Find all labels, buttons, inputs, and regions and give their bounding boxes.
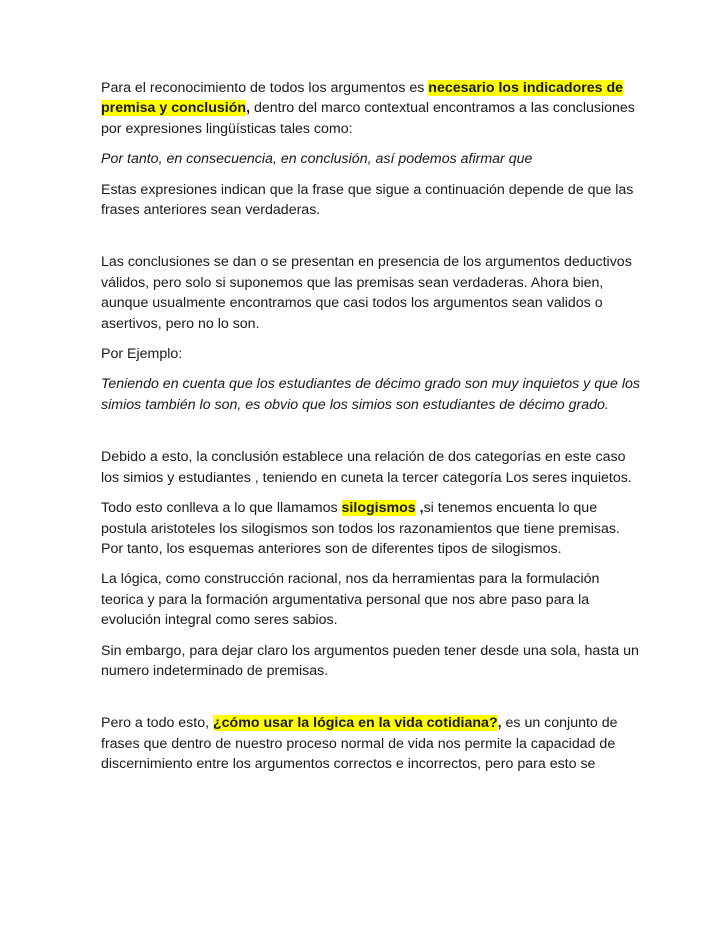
- bold-comma: ,: [415, 500, 424, 517]
- paragraph-example: Teniendo en cuenta que los estudiantes de décimo grado son muy inquietos y que los simios también lo son, es obvio que los simios son estudiantes de décimo grado.: [101, 376, 640, 413]
- bold-comma: ,: [246, 100, 251, 117]
- paragraph-expressions: Por tanto, en consecuencia, en conclusión, así podemos afirmar que: [101, 151, 533, 168]
- highlighted-text: silogismos: [341, 500, 416, 517]
- paragraph-premises: Sin embargo, para dejar claro los argumentos pueden tener desde una sola, hasta un numero indeterminado de premisas.: [101, 642, 639, 679]
- text: si tenemos encuenta lo que postula aristoteles los silogismos son todos los razonamientos que tiene premisas. Por tanto, los esquemas anteriores son de diferentes tipos de silogismos.: [101, 500, 620, 557]
- paragraph-syllogisms: [101, 498, 641, 559]
- text: dentro del marco contextual encontramos a las conclusiones por expresiones lingüísticas tales como:: [101, 100, 635, 137]
- text: Todo esto conlleva a lo que llamamos: [101, 500, 342, 517]
- text: es un conjunto de frases que dentro de nuestro proceso normal de vida nos permite la capacidad de discernimiento entre los argumentos correctos e incorrectos, pero para esto se: [101, 715, 618, 773]
- paragraph-daily-life: [101, 713, 641, 774]
- paragraph-conclusions: Las conclusiones se dan o se presentan en presencia de los argumentos deductivos válidos, pero solo si suponemos que las premisas sean verdaderas. Ahora bien, aunque usualmente encontramos que casi todos los argumentos sean validos o asertivos, pero no lo son.: [101, 254, 632, 332]
- highlighted-text: necesario los indicadores de premisa y conclusión: [101, 80, 624, 117]
- text: Pero a todo esto,: [101, 715, 213, 732]
- paragraph-logic: La lógica, como construcción racional, nos da herramientas para la formulación teorica y para la formación argumentativa personal que nos abre paso para la evolución integral como seres sabios.: [101, 571, 600, 629]
- paragraph-indicators: [101, 78, 641, 139]
- text: Para el reconocimiento de todos los argumentos es: [101, 80, 429, 96]
- paragraph-example-label: Por Ejemplo:: [101, 346, 183, 363]
- bold-comma: ,: [497, 715, 502, 732]
- document-page: [101, 78, 641, 785]
- paragraph-categories: Debido a esto, la conclusión establece una relación de dos categorías en este caso los simios y estudiantes , teniendo en cuneta la tercer categoría Los seres inquietos.: [101, 449, 632, 486]
- highlighted-text: ¿cómo usar la lógica en la vida cotidiana?: [213, 715, 498, 732]
- paragraph-explanation: Estas expresiones indican que la frase que sigue a continuación depende de que las frases anteriores sean verdaderas.: [101, 181, 634, 219]
